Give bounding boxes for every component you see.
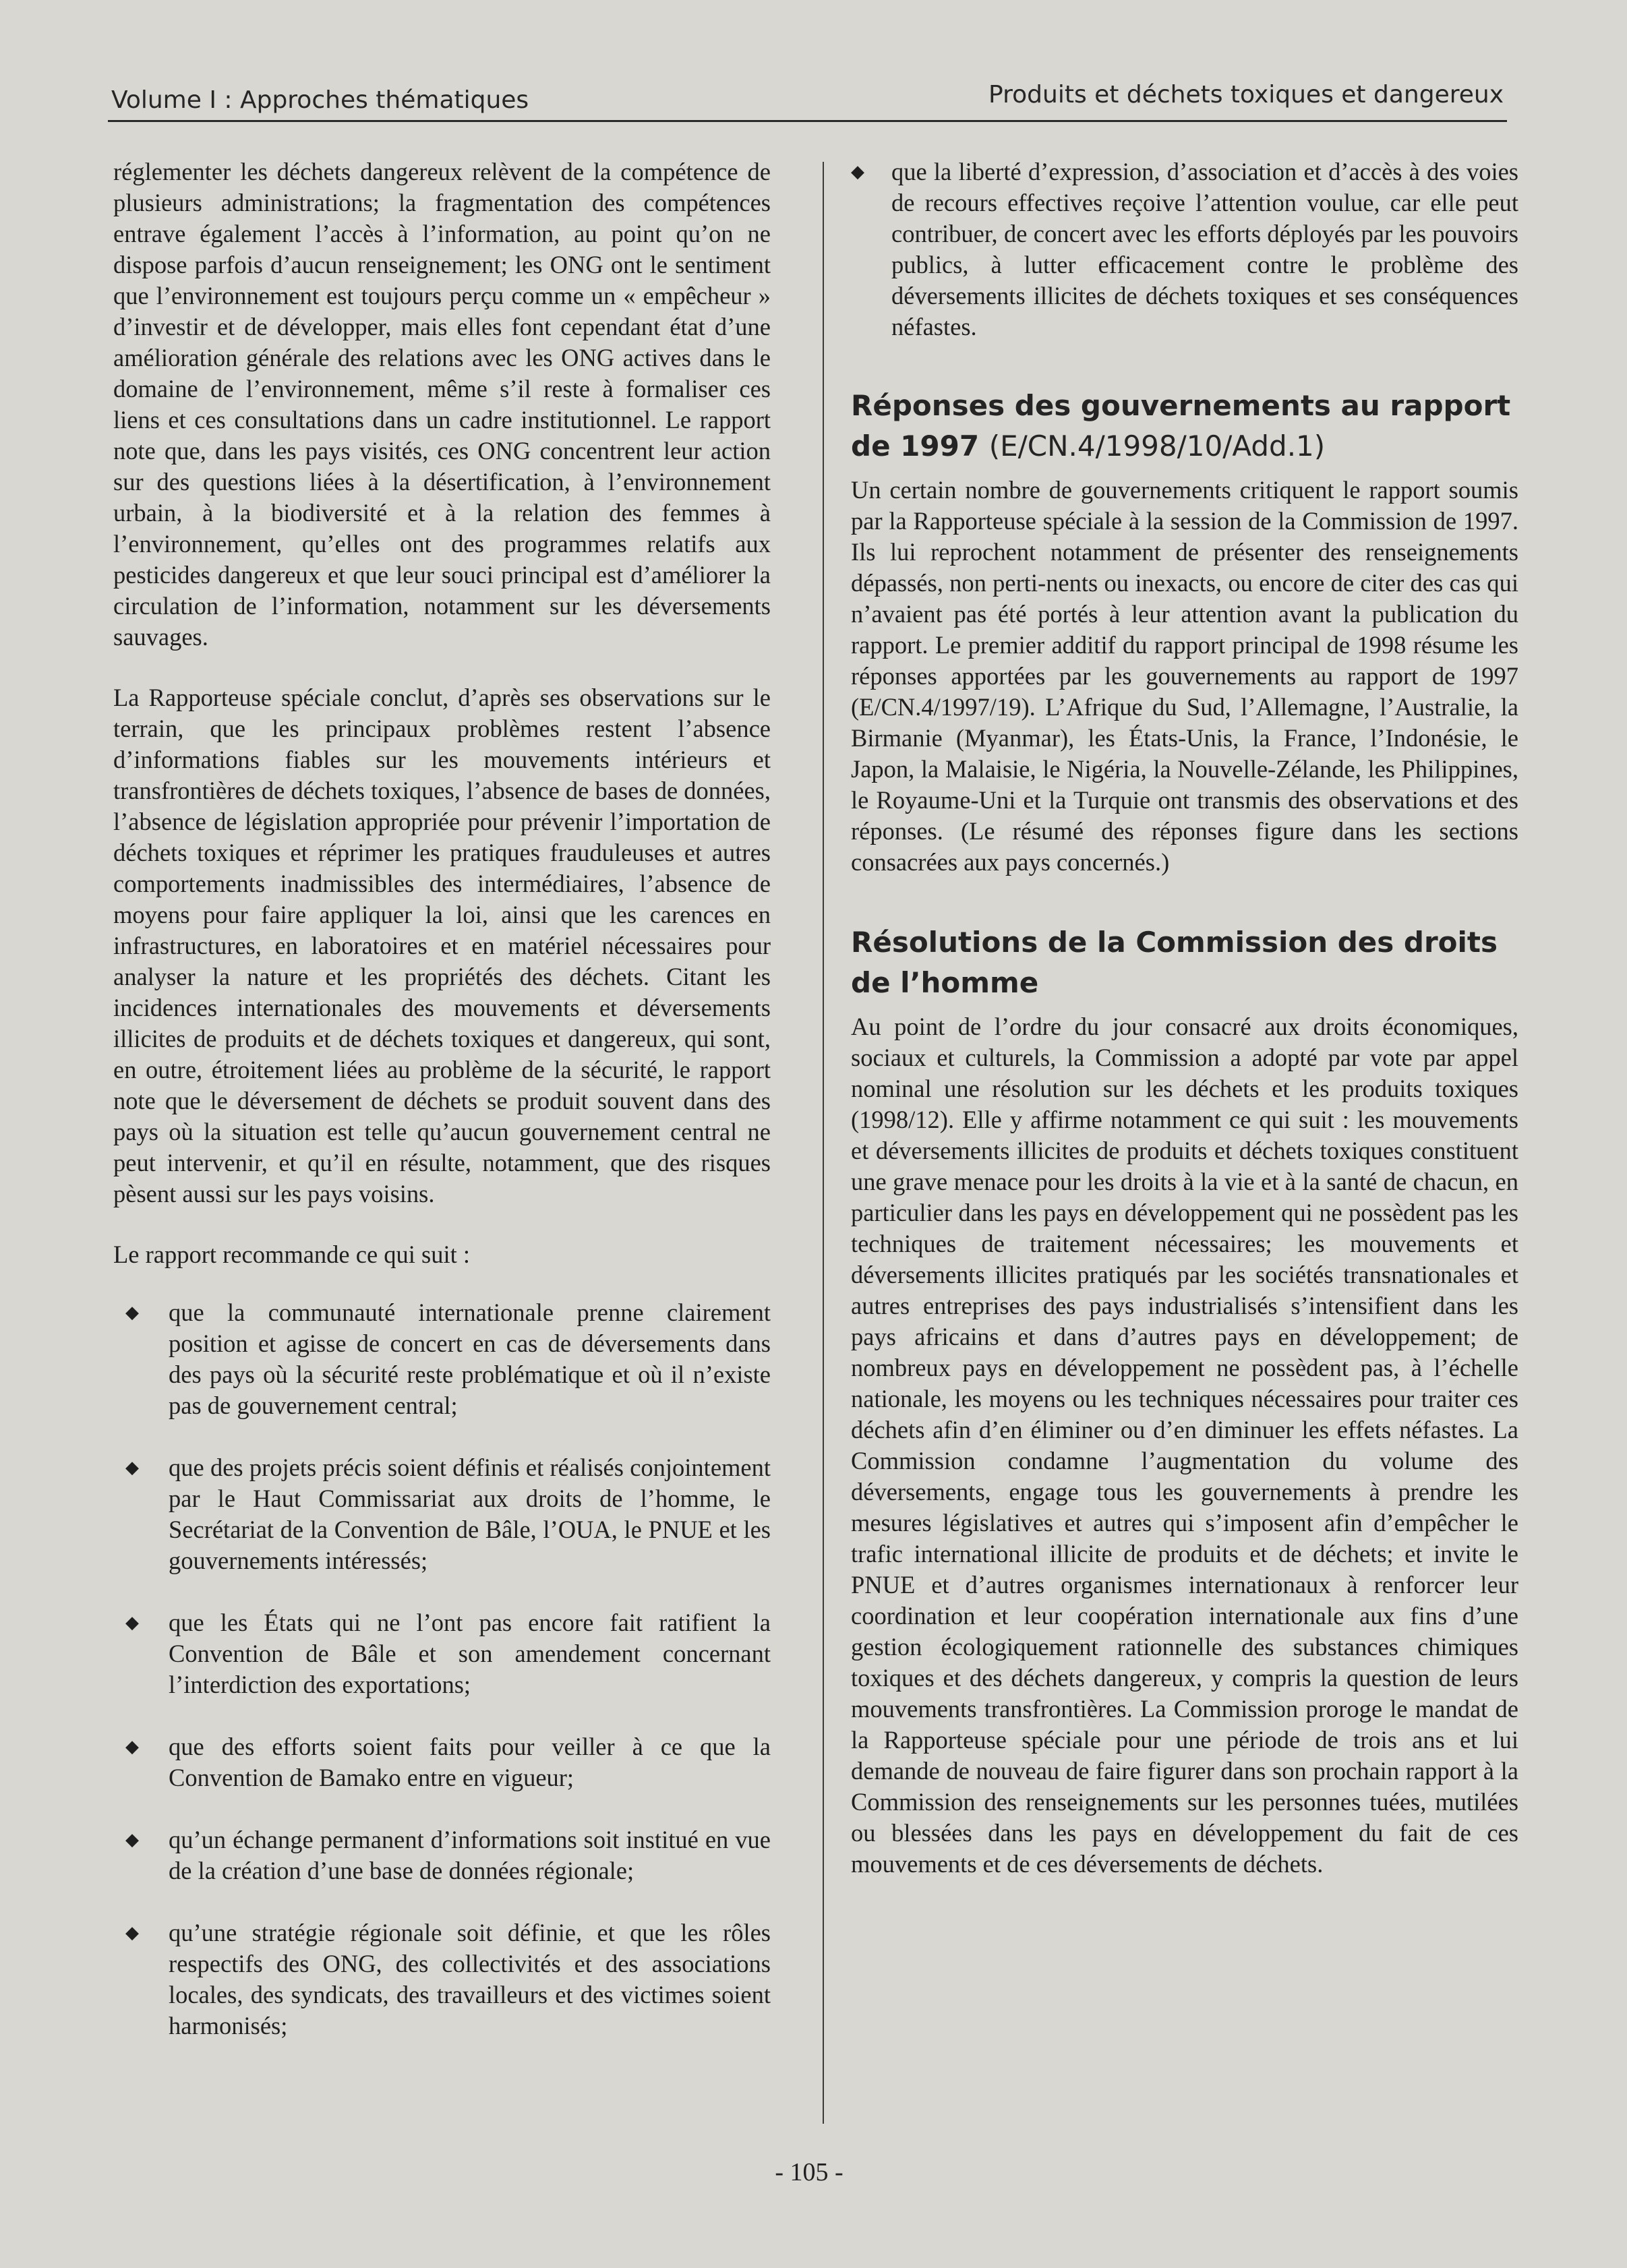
list-item-text: que la communauté internationale prenne clairement position et agisse de concert en cas de déversements dans des pays où la sécurité reste problématique et où il n’existe pas de gouvernement central; xyxy=(169,1299,771,1419)
recommendation-list xyxy=(113,1297,771,2041)
section-heading-text: Réponses des gouvernements au rapport de 1997 xyxy=(851,389,1511,462)
list-item xyxy=(113,1824,771,1886)
diamond-bullet-icon: ◆ xyxy=(125,1613,139,1633)
list-item-text: qu’une stratégie régionale soit définie, et que les rôles respectifs des ONG, des collectivités et des associations locales, des syndicats, des travailleurs et des victimes soient harmonisés; xyxy=(169,1919,771,2039)
body-paragraph: réglementer les déchets dangereux relèvent de la compétence de plusieurs administrations; la fragmentation des compétences entrave également l’accès à l’information, au point qu’on ne dispose parfois d’aucun renseignement; les ONG ont le sentiment que l’environnement est toujours perçu comme un « empêcheur » d’investir et de développer, mais elles font cependant état d’une amélioration générale des relations avec les ONG actives dans le domaine de l’environnement, même s’il reste à formaliser ces liens et ces consultations dans un cadre institutionnel. Le rapport note que, dans les pays visités, ces ONG concentrent leur action sur des questions liées à la désertification, à l’environnement urbain, à la biodiversité et à la relation des femmes à l’environnement, qu’elles ont des programmes relatifs aux pesticides dangereux et que leur souci principal est d’améliorer la circulation de l’information, notamment sur les déversements sauvages. xyxy=(113,158,771,651)
recommendation-list-continued xyxy=(851,156,1518,342)
list-item xyxy=(113,1607,771,1700)
list-item xyxy=(113,1917,771,2041)
list-item-text: qu’un échange permanent d’informations soit institué en vue de la création d’une base de données régionale; xyxy=(169,1826,771,1884)
list-item-text: que des projets précis soient définis et réalisés conjointement par le Haut Commissariat aux droits de l’homme, le Secrétariat de la Convention de Bâle, l’OUA, le PNUE et les gouvernements intéressés; xyxy=(169,1454,771,1574)
diamond-bullet-icon: ◆ xyxy=(125,1923,139,1943)
page-number: - 105 - xyxy=(775,2158,844,2186)
header-volume-title: Volume I : Approches thématiques xyxy=(111,86,529,114)
list-item xyxy=(851,156,1518,342)
running-header xyxy=(108,81,1504,121)
body-paragraph: Au point de l’ordre du jour consacré aux droits économiques, sociaux et culturels, la Commission a adopté par vote par appel nominal une résolution sur les déchets et les produits toxiques (1998/12). Elle y affirme notamment ce qui suit : les mouvements et déversements illicites de produits et déchets toxiques constituent une grave menace pour les droits à la vie et à la santé de chacun, en particulier dans les pays en développement qui ne possèdent pas les techniques de traitement nécessaires; les mouvements et déversements illicites pratiqués par les sociétés transnationales et autres entreprises des pays industrialisés s’intensifient dans les pays africains et dans d’autres pays en développement; de nombreux pays en développement ne possèdent pas, à l’échelle nationale, les moyens ou les techniques nécessaires pour traiter ces déchets afin d’en éliminer ou d’en diminuer les effets néfastes. La Commission condamne l’augmentation du volume des déversements, engage tous les gouvernements à prendre les mesures législatives et autres qui s’imposent afin d’empêcher le trafic international illicite de produits et de déchets; et invite le PNUE et d’autres organismes internationaux à renforcer leur coordination et leur coopération internationale aux fins d’une gestion écologiquement rationnelle des substances chimiques toxiques et des déchets dangereux, y compris la question de leurs mouvements transfrontières. La Commission proroge le mandat de la Rapporteuse spéciale pour une période de trois ans et lui demande de nouveau de faire figurer dans son prochain rapport à la Commission des renseignements sur les personnes tuées, mutilées ou blessées dans les pays en développement du fait de ces mouvements et de ces déversements de déchets. xyxy=(851,1013,1518,1878)
diamond-bullet-icon: ◆ xyxy=(125,1737,139,1757)
right-column xyxy=(851,156,1518,1909)
left-column xyxy=(113,156,771,2072)
section-heading-reference: (E/CN.4/1998/10/Add.1) xyxy=(988,429,1326,462)
body-paragraph: Un certain nombre de gouvernements critiquent le rapport soumis par la Rapporteuse spéciale à la session de la Commission de 1997. Ils lui reprochent notamment de présenter des renseignements dépassés, non perti-nents ou inexacts, ou encore de citer des cas qui n’avaient pas été portés à leur attention avant la publication du rapport. Le premier additif du rapport principal de 1998 résume les réponses apportées par les gouvernements au rapport de 1997 (E/CN.4/1997/19). L’Afrique du Sud, l’Allemagne, l’Australie, la Birmanie (Myanmar), les États-Unis, la France, l’Indonésie, le Japon, la Malaisie, le Nigéria, la Nouvelle-Zélande, les Philippines, le Royaume-Uni et la Turquie ont transmis des observations et des réponses. (Le résumé des réponses figure dans les sections consacrées aux pays concernés.) xyxy=(851,476,1518,876)
list-item-text: que les États qui ne l’ont pas encore fait ratifient la Convention de Bâle et son amendement concernant l’interdiction des exportations; xyxy=(169,1609,771,1698)
diamond-bullet-icon: ◆ xyxy=(851,162,864,182)
diamond-bullet-icon: ◆ xyxy=(125,1303,139,1323)
list-item xyxy=(113,1731,771,1793)
body-paragraph: La Rapporteuse spéciale conclut, d’après ses observations sur le terrain, que les principaux problèmes restent l’absence d’informations fiables sur les mouvements intérieurs et transfrontières de déchets toxiques, l’absence de bases de données, l’absence de législation appropriée pour prévenir l’importation de déchets toxiques et réprimer les pratiques frauduleuses et autres comportements inadmissibles des intermédiaires, l’absence de moyens pour faire appliquer la loi, ainsi que les carences en infrastructures, en laboratoires et en matériel nécessaires pour analyser la nature et les propriétés des déchets. Citant les incidences internationales des mouvements et déversements illicites de produits et de déchets toxiques et dangereux, qui sont, en outre, étroitement liées au problème de la sécurité, le rapport note que le déversement de déchets se produit souvent dans des pays où la situation est telle qu’aucun gouvernement central ne peut intervenir, et qu’il en résulte, notamment, que des risques pèsent aussi sur les pays voisins. xyxy=(113,684,771,1207)
diamond-bullet-icon: ◆ xyxy=(125,1458,139,1478)
list-item-text: que la liberté d’expression, d’association et d’accès à des voies de recours effectives reçoive l’attention voulue, car elle peut contribuer, de concert avec les efforts déployés par les pouvoirs publics, à lutter efficacement contre le problème des déversements illicites de déchets toxiques et ses conséquences néfastes. xyxy=(891,158,1518,340)
section-heading xyxy=(851,386,1518,467)
column-divider xyxy=(823,162,824,2124)
list-item-text: que des efforts soient faits pour veiller à ce que la Convention de Bamako entre en vigueur; xyxy=(169,1733,771,1791)
header-rule xyxy=(108,120,1507,122)
section-heading: Résolutions de la Commission des droits de l’homme xyxy=(851,926,1498,999)
body-paragraph: Le rapport recommande ce qui suit : xyxy=(113,1241,471,1268)
list-item xyxy=(113,1297,771,1421)
list-item xyxy=(113,1452,771,1576)
header-section-title: Produits et déchets toxiques et dangereux xyxy=(988,81,1504,109)
diamond-bullet-icon: ◆ xyxy=(125,1830,139,1850)
